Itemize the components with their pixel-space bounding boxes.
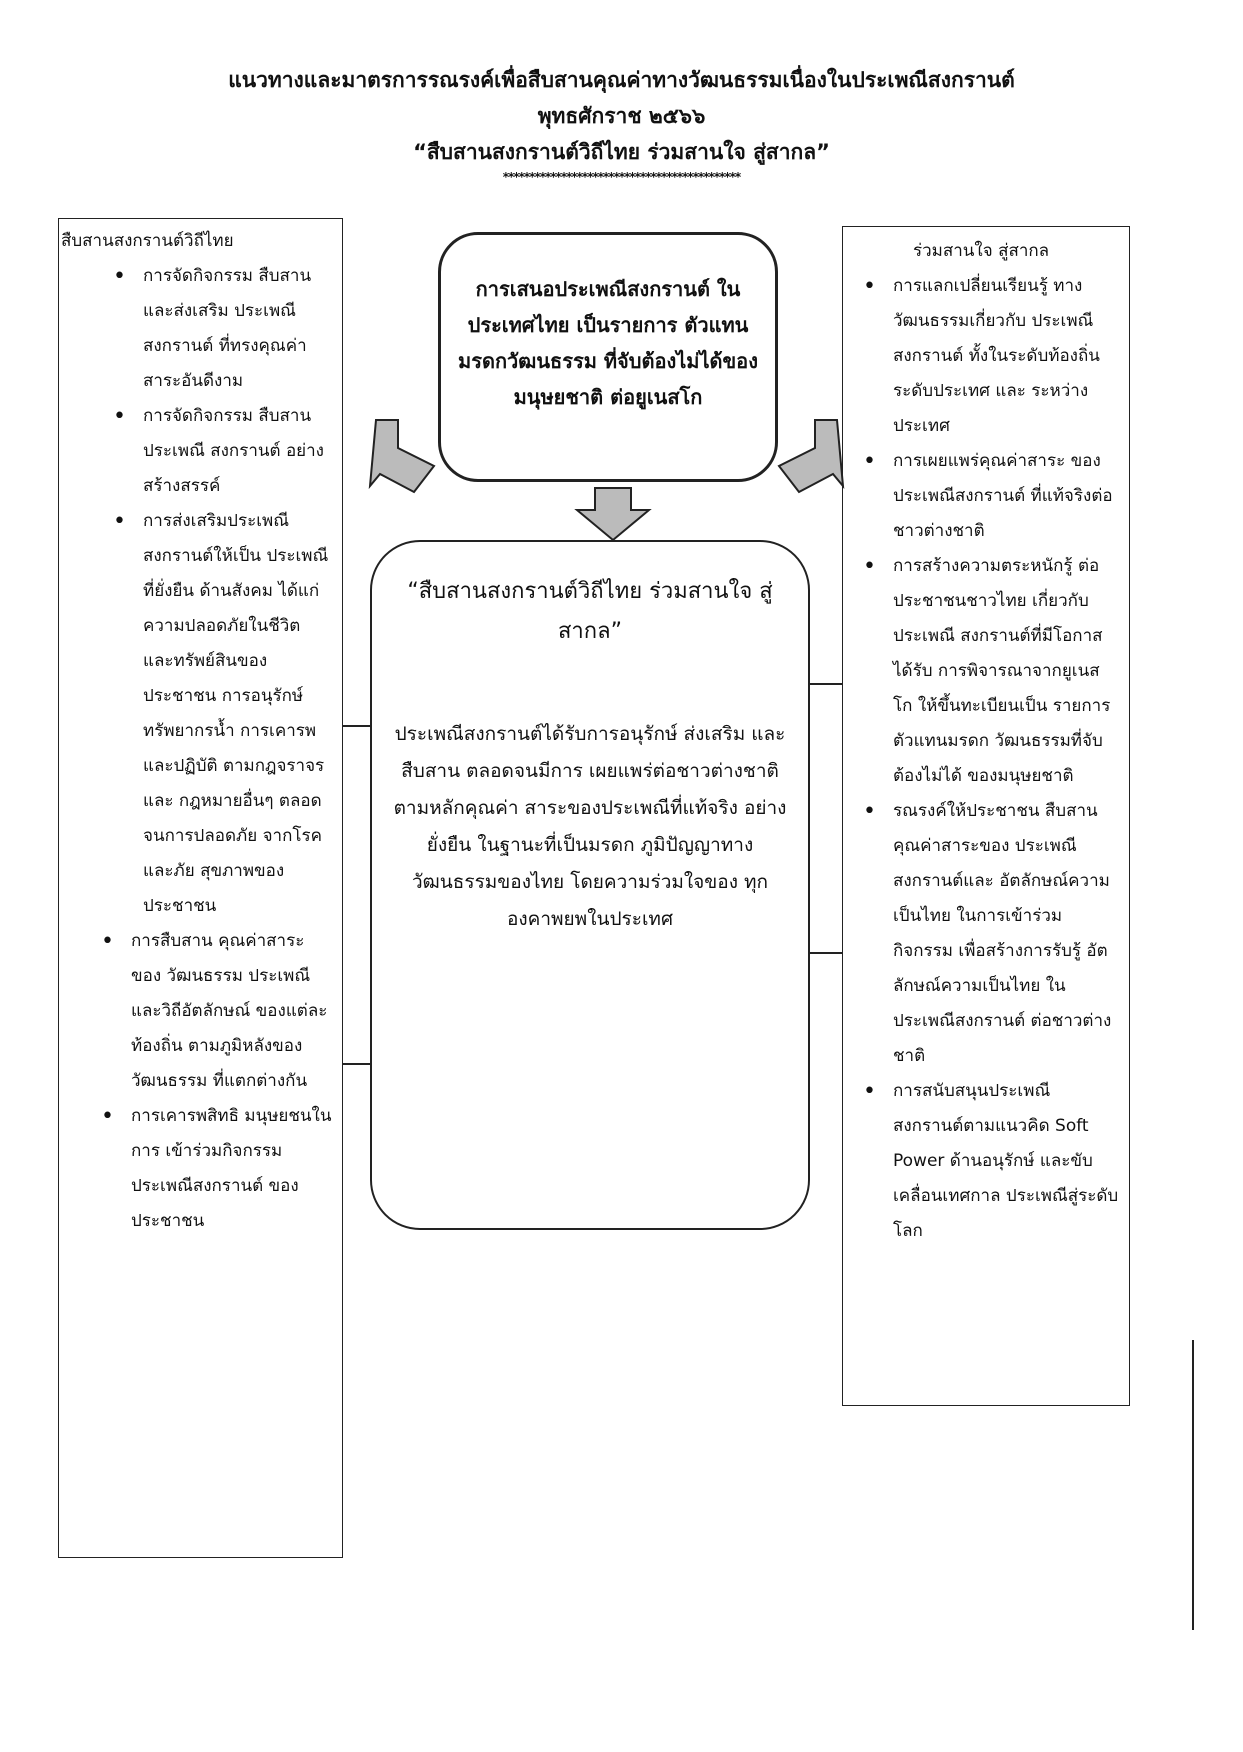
header-year: พุทธศักราช ๒๕๖๖ <box>537 104 706 128</box>
arrow-down-icon <box>575 486 651 542</box>
left-column-box <box>58 218 343 1558</box>
left-item: • การจัดกิจกรรม สืบสานประเพณี สงกรานต์ อย่างสร้างสรรค์ <box>103 399 334 504</box>
left-item: • การเคารพสิทธิ มนุษยชนในการ เข้าร่วมกิจกรรม ประเพณีสงกรานต์ ของประชาชน <box>91 1099 334 1239</box>
left-item: • การจัดกิจกรรม สืบสานและส่งเสริม ประเพณีสงกรานต์ ที่ทรงคุณค่า สาระอันดีงาม <box>103 259 334 399</box>
right-item: • การเผยแพร่คุณค่าสาระ ของประเพณีสงกรานต์ ที่แท้จริงต่อชาวต่างชาติ <box>853 444 1119 549</box>
unesco-proposal-box <box>438 232 778 482</box>
left-item: • การสืบสาน คุณค่าสาระของ วัฒนธรรม ประเพณี และวิถีอัตลักษณ์ ของแต่ละท้องถิ่น ตามภูมิหลังของ วัฒนธรรม ที่แตกต่างกัน <box>91 924 334 1099</box>
unesco-proposal-text: การเสนอประเพณีสงกรานต์ ในประเทศไทย เป็นรายการ ตัวแทนมรดกวัฒนธรรม ที่จับต้องไม่ได้ของมนุษยชาติ ต่อยูเนสโก <box>458 277 758 409</box>
main-concept-box <box>370 540 810 1230</box>
right-item: • การสร้างความตระหนักรู้ ต่อประชาชนชาวไทย เกี่ยวกับประเพณี สงกรานต์ที่มีโอกาสได้รับ การพิจารณาจากยูเนสโก ให้ขึ้นทะเบียนเป็น รายการตัวแทนมรดก วัฒนธรรมที่จับต้องไม่ได้ ของมนุษยชาติ <box>853 549 1119 794</box>
right-item-list <box>853 269 1119 1249</box>
right-column-title: ร่วมสานใจ สู่สากล <box>913 241 1050 261</box>
main-concept-title: “สืบสานสงกรานต์วิถีไทย ร่วมสานใจ สู่สากล” <box>407 579 773 644</box>
header-title: แนวทางและมาตรการรณรงค์เพื่อสืบสานคุณค่าทางวัฒนธรรมเนื่องในประเพณีสงกรานต์ <box>228 68 1015 92</box>
arrow-down-right-icon <box>775 418 845 498</box>
left-column-title: สืบสานสงกรานต์วิถีไทย <box>61 231 234 251</box>
main-concept-body: ประเพณีสงกรานต์ได้รับการอนุรักษ์ ส่งเสริม และสืบสาน ตลอดจนมีการ เผยแพร่ต่อชาวต่างชาติตามหลักคุณค่า สาระของประเพณีที่แท้จริง อย่างยั่งยืน ในฐานะที่เป็นมรดก ภูมิปัญญาทางวัฒนธรรมของไทย โดยความร่วมใจของ ทุกองคาพยพในประเทศ <box>393 723 787 930</box>
left-item: • การส่งเสริมประเพณี สงกรานต์ให้เป็น ประเพณีที่ยั่งยืน ด้านสังคม ได้แก่ ความปลอดภัยในชีวิต และทรัพย์สินของ ประชาชน การอนุรักษ์ ทรัพยากรน้ำ การเคารพและปฏิบัติ ตามกฎจราจรและ กฎหมายอื่นๆ ตลอดจนการปลอดภัย จากโรคและภัย สุขภาพของประชาชน <box>103 504 334 924</box>
right-column-box <box>842 226 1130 1406</box>
right-item: • การสนับสนุนประเพณี สงกรานต์ตามแนวคิด Soft Power ด้านอนุรักษ์ และขับเคลื่อนเทศกาล ประเพณีสู่ระดับโลก <box>853 1074 1119 1249</box>
left-item-list <box>103 259 334 1239</box>
right-item: • รณรงค์ให้ประชาชน สืบสานคุณค่าสาระของ ประเพณีสงกรานต์และ อัตลักษณ์ความเป็นไทย ในการเข้าร่วมกิจกรรม เพื่อสร้างการรับรู้ อัตลักษณ์ความเป็นไทย ในประเพณีสงกรานต์ ต่อชาวต่างชาติ <box>853 794 1119 1074</box>
document-header <box>0 62 1243 184</box>
arrow-down-left-icon <box>368 418 438 498</box>
right-item: • การแลกเปลี่ยนเรียนรู้ ทางวัฒนธรรมเกี่ยวกับ ประเพณีสงกรานต์ ทั้งในระดับท้องถิ่น ระดับประเทศ และ ระหว่างประเทศ <box>853 269 1119 444</box>
header-slogan: “สืบสานสงกรานต์วิถีไทย ร่วมสานใจ สู่สากล” <box>413 140 830 164</box>
header-separator: ********************************************* <box>502 170 741 184</box>
scan-margin-line <box>1192 1340 1194 1630</box>
